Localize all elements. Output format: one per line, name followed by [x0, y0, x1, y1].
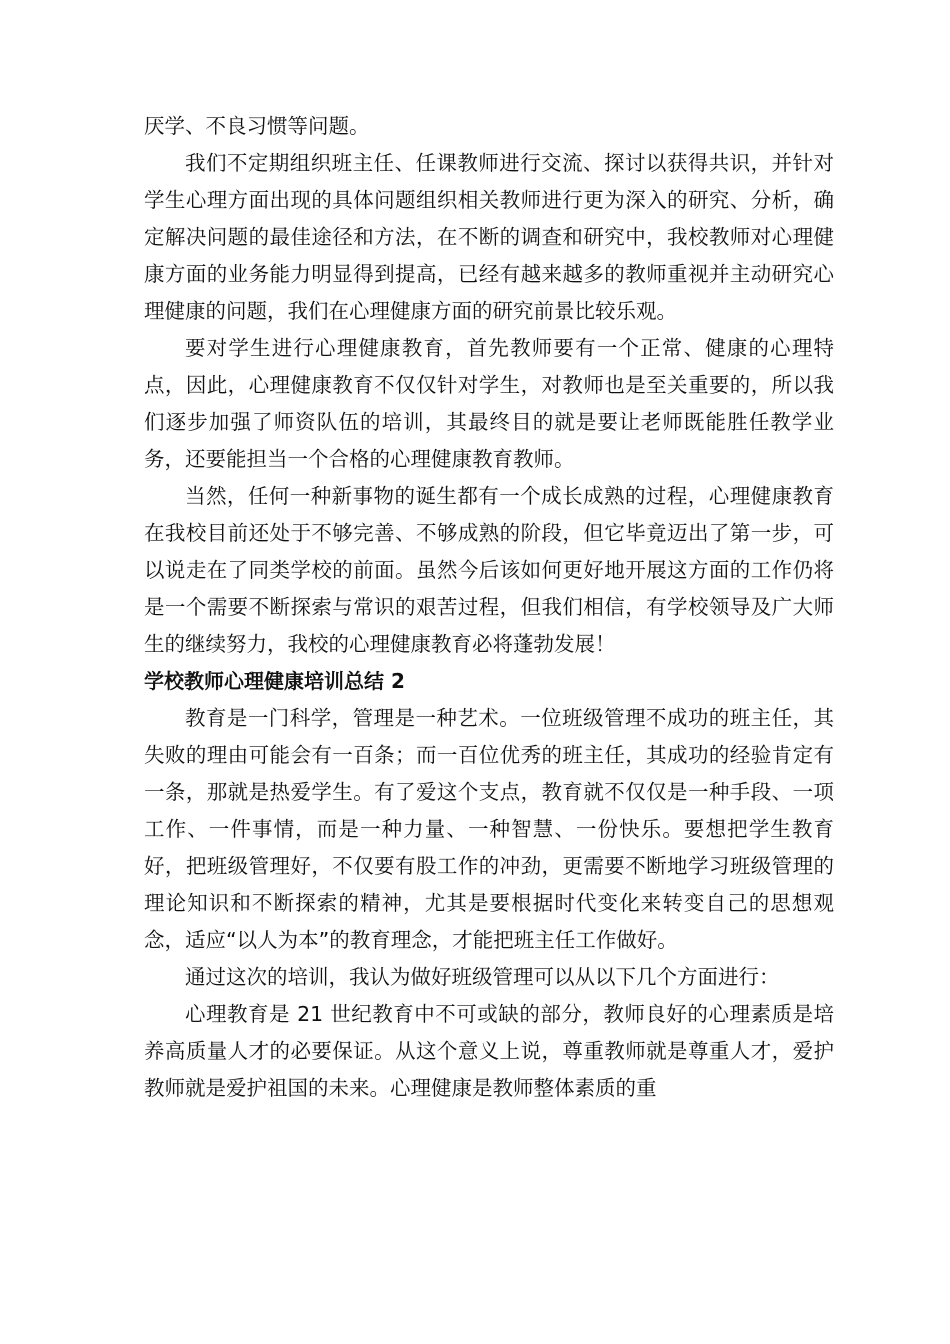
paragraph-training-intro: 通过这次的培训，我认为做好班级管理可以从以下几个方面进行： [185, 965, 780, 989]
paragraph-continuation: 厌学、不良习惯等问题。 [144, 114, 370, 138]
document-page [144, 108, 834, 1107]
paragraph-teacher-training: 要对学生进行心理健康教育，首先教师要有一个正常、健康的心理特点，因此，心理健康教育不仅仅针对学生，对教师也是至关重要的，所以我们逐步加强了师资队伍的培训，其最终目的就是要让老师既能胜任教学业务，还要能担当一个合格的心理健康教育教师。 [144, 336, 834, 471]
paragraph-education-management: 教育是一门科学，管理是一种艺术。一位班级管理不成功的班主任，其失败的理由可能会有一百条；而一百位优秀的班主任，其成功的经验肯定有一条，那就是热爱学生。有了爱这个支点，教育就不仅仅是一种手段、一项工作、一件事情，而是一种力量、一种智慧、一份快乐。要想把学生教育好，把班级管理好，不仅要有股工作的冲劲，更需要不断地学习班级管理的理论知识和不断探索的精神，尤其是要根据时代变化来转变自己的思想观念，适应“以人为本”的教育理念，才能把班主任工作做好。 [144, 706, 834, 952]
section-heading: 学校教师心理健康培训总结 2 [144, 669, 405, 693]
paragraph-teacher-exchange: 我们不定期组织班主任、任课教师进行交流、探讨以获得共识，并针对学生心理方面出现的具体问题组织相关教师进行更为深入的研究、分析，确定解决问题的最佳途径和方法，在不断的调查和研究中，我校教师对心理健康方面的业务能力明显得到提高，已经有越来越多的教师重视并主动研究心理健康的问题，我们在心理健康方面的研究前景比较乐观。 [144, 151, 834, 323]
paragraph-psychological-education: 心理教育是 21 世纪教育中不可或缺的部分，教师良好的心理素质是培养高质量人才的必要保证。从这个意义上说，尊重教师就是尊重人才，爱护教师就是爱护祖国的未来。心理健康是教师整体素质的重 [144, 1002, 834, 1100]
paragraph-development-outlook: 当然，任何一种新事物的诞生都有一个成长成熟的过程，心理健康教育在我校目前还处于不够完善、不够成熟的阶段，但它毕竟迈出了第一步，可以说走在了同类学校的前面。虽然今后该如何更好地开展这方面的工作仍将是一个需要不断探索与常识的艰苦过程，但我们相信，有学校领导及广大师生的继续努力，我校的心理健康教育必将蓬勃发展！ [144, 484, 834, 656]
